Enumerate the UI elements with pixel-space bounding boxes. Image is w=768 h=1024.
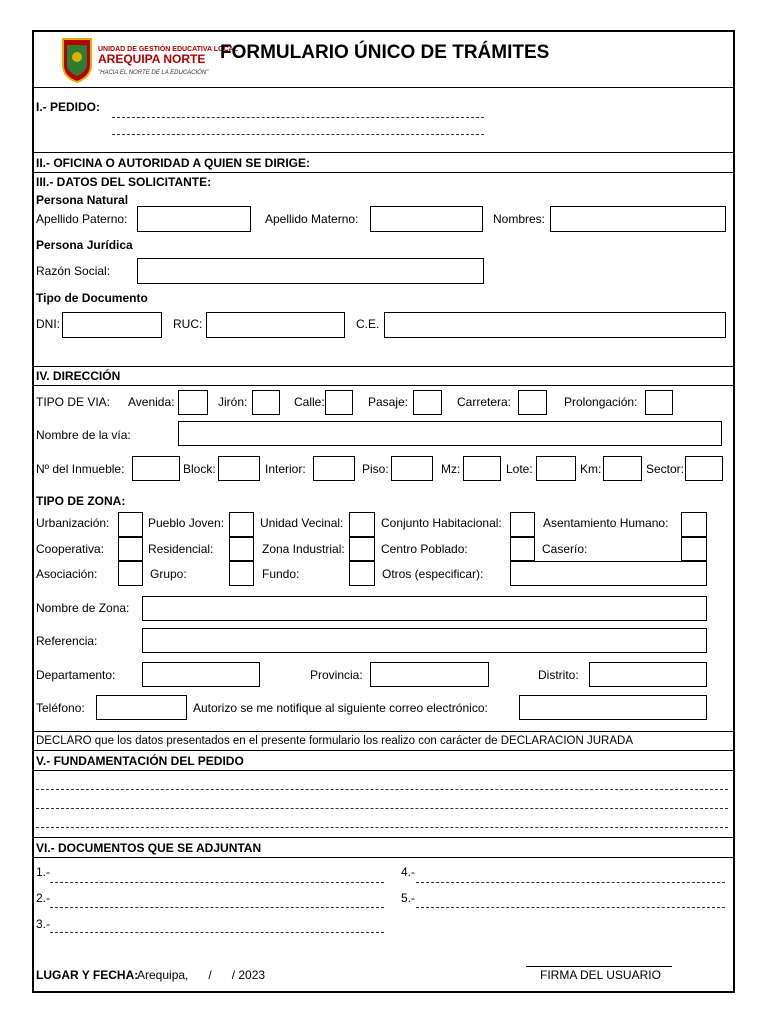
tipo-via-label: TIPO DE VIA:	[36, 395, 111, 409]
carretera-label: Carretera:	[457, 395, 512, 409]
documento-line-4[interactable]	[416, 882, 725, 883]
pedido-line-2[interactable]	[112, 134, 484, 135]
asociacion-checkbox[interactable]	[118, 561, 143, 586]
apellido-paterno-label: Apellido Paterno:	[36, 212, 128, 226]
grupo-label: Grupo:	[150, 567, 187, 581]
pasaje-checkbox[interactable]	[413, 390, 442, 415]
apellido-paterno-field[interactable]	[137, 206, 251, 232]
zona-industrial-checkbox[interactable]	[349, 537, 375, 561]
section-oficina-label: II.- OFICINA O AUTORIDAD A QUIEN SE DIRIGE:	[36, 156, 311, 170]
divider	[32, 152, 735, 153]
caserio-label: Caserío:	[542, 542, 588, 556]
mz-field[interactable]	[463, 456, 501, 481]
firma-label: FIRMA DEL USUARIO	[540, 968, 661, 982]
avenida-label: Avenida:	[128, 395, 175, 409]
section-solicitante-label: III.- DATOS DEL SOLICITANTE:	[36, 175, 212, 189]
nombres-label: Nombres:	[493, 212, 546, 226]
razon-social-field[interactable]	[137, 258, 484, 284]
cooperativa-checkbox[interactable]	[118, 537, 143, 561]
unidad-vecinal-label: Unidad Vecinal:	[260, 516, 344, 530]
razon-social-label: Razón Social:	[36, 264, 111, 278]
calle-checkbox[interactable]	[325, 390, 353, 415]
ruc-label: RUC:	[173, 317, 203, 331]
documento-line-5[interactable]	[416, 907, 725, 908]
fundamentacion-line-3[interactable]	[36, 827, 728, 828]
departamento-label: Departamento:	[36, 668, 116, 682]
persona-juridica-label: Persona Jurídica	[36, 238, 133, 252]
fundamentacion-line-1[interactable]	[36, 789, 728, 790]
divider	[32, 731, 735, 732]
sector-label: Sector:	[646, 462, 685, 476]
provincia-field[interactable]	[370, 662, 489, 687]
section-pedido-label: I.- PEDIDO:	[36, 100, 101, 114]
zona-industrial-label: Zona Industrial:	[262, 542, 345, 556]
apellido-materno-label: Apellido Materno:	[265, 212, 359, 226]
page-title: FORMULARIO ÚNICO DE TRÁMITES	[220, 42, 550, 63]
centro-poblado-label: Centro Poblado:	[381, 542, 468, 556]
documento-line-2[interactable]	[50, 907, 384, 908]
nombre-via-field[interactable]	[178, 421, 722, 446]
piso-field[interactable]	[391, 456, 433, 481]
logo-line-2: AREQUIPA NORTE	[98, 52, 206, 66]
otros-label: Otros (especificar):	[382, 567, 484, 581]
fundo-label: Fundo:	[262, 567, 300, 581]
block-label: Block:	[183, 462, 216, 476]
km-label: Km:	[580, 462, 602, 476]
documento-line-3[interactable]	[50, 932, 384, 933]
logo-line-3: "HACIA EL NORTE DE LA EDUCACIÓN"	[98, 70, 209, 76]
urbanizacion-checkbox[interactable]	[118, 512, 143, 537]
tipo-zona-label: TIPO DE ZONA:	[36, 494, 126, 508]
sector-field[interactable]	[685, 456, 723, 481]
logo-emblem-icon	[60, 35, 94, 83]
nombre-zona-field[interactable]	[142, 596, 707, 621]
unidad-vecinal-checkbox[interactable]	[349, 512, 375, 537]
divider	[32, 770, 735, 771]
jiron-label: Jirón:	[218, 395, 248, 409]
km-field[interactable]	[603, 456, 642, 481]
documento-item-label: 2.-	[36, 891, 51, 905]
referencia-label: Referencia:	[36, 634, 98, 648]
pasaje-label: Pasaje:	[368, 395, 409, 409]
calle-label: Calle:	[294, 395, 325, 409]
distrito-label: Distrito:	[538, 668, 579, 682]
ruc-field[interactable]	[206, 312, 345, 338]
lugar-fecha-value[interactable]: Arequipa, / / 2023	[137, 968, 266, 982]
caserio-checkbox[interactable]	[681, 537, 707, 561]
conjunto-habitacional-label: Conjunto Habitacional:	[381, 516, 502, 530]
pueblo-joven-checkbox[interactable]	[229, 512, 254, 537]
inmueble-field[interactable]	[132, 456, 180, 481]
jiron-checkbox[interactable]	[252, 390, 280, 415]
divider	[32, 750, 735, 751]
interior-label: Interior:	[265, 462, 306, 476]
divider	[32, 87, 735, 88]
persona-natural-label: Persona Natural	[36, 193, 129, 207]
lote-field[interactable]	[536, 456, 576, 481]
avenida-checkbox[interactable]	[178, 390, 208, 415]
ce-label: C.E.	[356, 317, 380, 331]
telefono-label: Teléfono:	[36, 701, 85, 715]
lugar-fecha-label: LUGAR Y FECHA:	[36, 968, 139, 982]
provincia-label: Provincia:	[310, 668, 363, 682]
logo	[60, 35, 238, 83]
interior-field[interactable]	[313, 456, 355, 481]
autorizo-label: Autorizo se me notifique al siguiente correo electrónico:	[193, 701, 488, 715]
departamento-field[interactable]	[142, 662, 260, 687]
documento-item-label: 4.-	[401, 865, 416, 879]
documento-item-label: 1.-	[36, 865, 51, 879]
divider	[32, 172, 735, 173]
documento-line-1[interactable]	[50, 882, 384, 883]
referencia-field[interactable]	[142, 628, 707, 653]
tipo-documento-label: Tipo de Documento	[36, 291, 148, 305]
lote-label: Lote:	[506, 462, 533, 476]
block-field[interactable]	[218, 456, 260, 481]
asociacion-label: Asociación:	[36, 567, 98, 581]
fundo-checkbox[interactable]	[349, 561, 375, 586]
telefono-field[interactable]	[96, 695, 187, 720]
divider	[32, 366, 735, 367]
prolongacion-checkbox[interactable]	[645, 390, 673, 415]
piso-label: Piso:	[362, 462, 389, 476]
residencial-checkbox[interactable]	[229, 537, 254, 561]
divider	[32, 385, 735, 386]
carretera-checkbox[interactable]	[518, 390, 547, 415]
mz-label: Mz:	[441, 462, 461, 476]
conjunto-habitacional-checkbox[interactable]	[510, 512, 535, 537]
documento-item-label: 3.-	[36, 917, 51, 931]
section-fundamentacion-label: V.- FUNDAMENTACIÓN DEL PEDIDO	[36, 754, 244, 768]
section-documentos-label: VI.- DOCUMENTOS QUE SE ADJUNTAN	[36, 841, 262, 855]
fundamentacion-line-2[interactable]	[36, 808, 728, 809]
inmueble-label: Nº del Inmueble:	[36, 462, 125, 476]
nombre-via-label: Nombre de la vía:	[36, 428, 131, 442]
pueblo-joven-label: Pueblo Joven:	[148, 516, 225, 530]
asentamiento-humano-label: Asentamiento Humano:	[543, 516, 669, 530]
grupo-checkbox[interactable]	[229, 561, 254, 586]
nombre-zona-label: Nombre de Zona:	[36, 601, 130, 615]
correo-field[interactable]	[519, 695, 707, 720]
urbanizacion-label: Urbanización:	[36, 516, 110, 530]
divider	[32, 857, 735, 858]
nombres-field[interactable]	[550, 206, 726, 232]
apellido-materno-field[interactable]	[370, 206, 483, 232]
cooperativa-label: Cooperativa:	[36, 542, 105, 556]
prolongacion-label: Prolongación:	[564, 395, 638, 409]
logo-line-1: UNIDAD DE GESTIÓN EDUCATIVA LOCAL	[98, 46, 238, 53]
dni-field[interactable]	[62, 312, 162, 338]
divider	[32, 837, 735, 838]
dni-label: DNI:	[36, 317, 60, 331]
pedido-line-1[interactable]	[112, 117, 484, 118]
distrito-field[interactable]	[589, 662, 707, 687]
otros-field[interactable]	[510, 561, 707, 586]
centro-poblado-checkbox[interactable]	[510, 537, 535, 561]
ce-field[interactable]	[384, 312, 726, 338]
firma-line[interactable]	[526, 966, 672, 967]
section-direccion-label: IV. DIRECCIÓN	[36, 369, 121, 383]
residencial-label: Residencial:	[148, 542, 214, 556]
asentamiento-humano-checkbox[interactable]	[681, 512, 707, 537]
declaracion-text: DECLARO que los datos presentados en el presente formulario los realizo con carácter de DECLARACION JURADA	[36, 735, 633, 747]
documento-item-label: 5.-	[401, 891, 416, 905]
